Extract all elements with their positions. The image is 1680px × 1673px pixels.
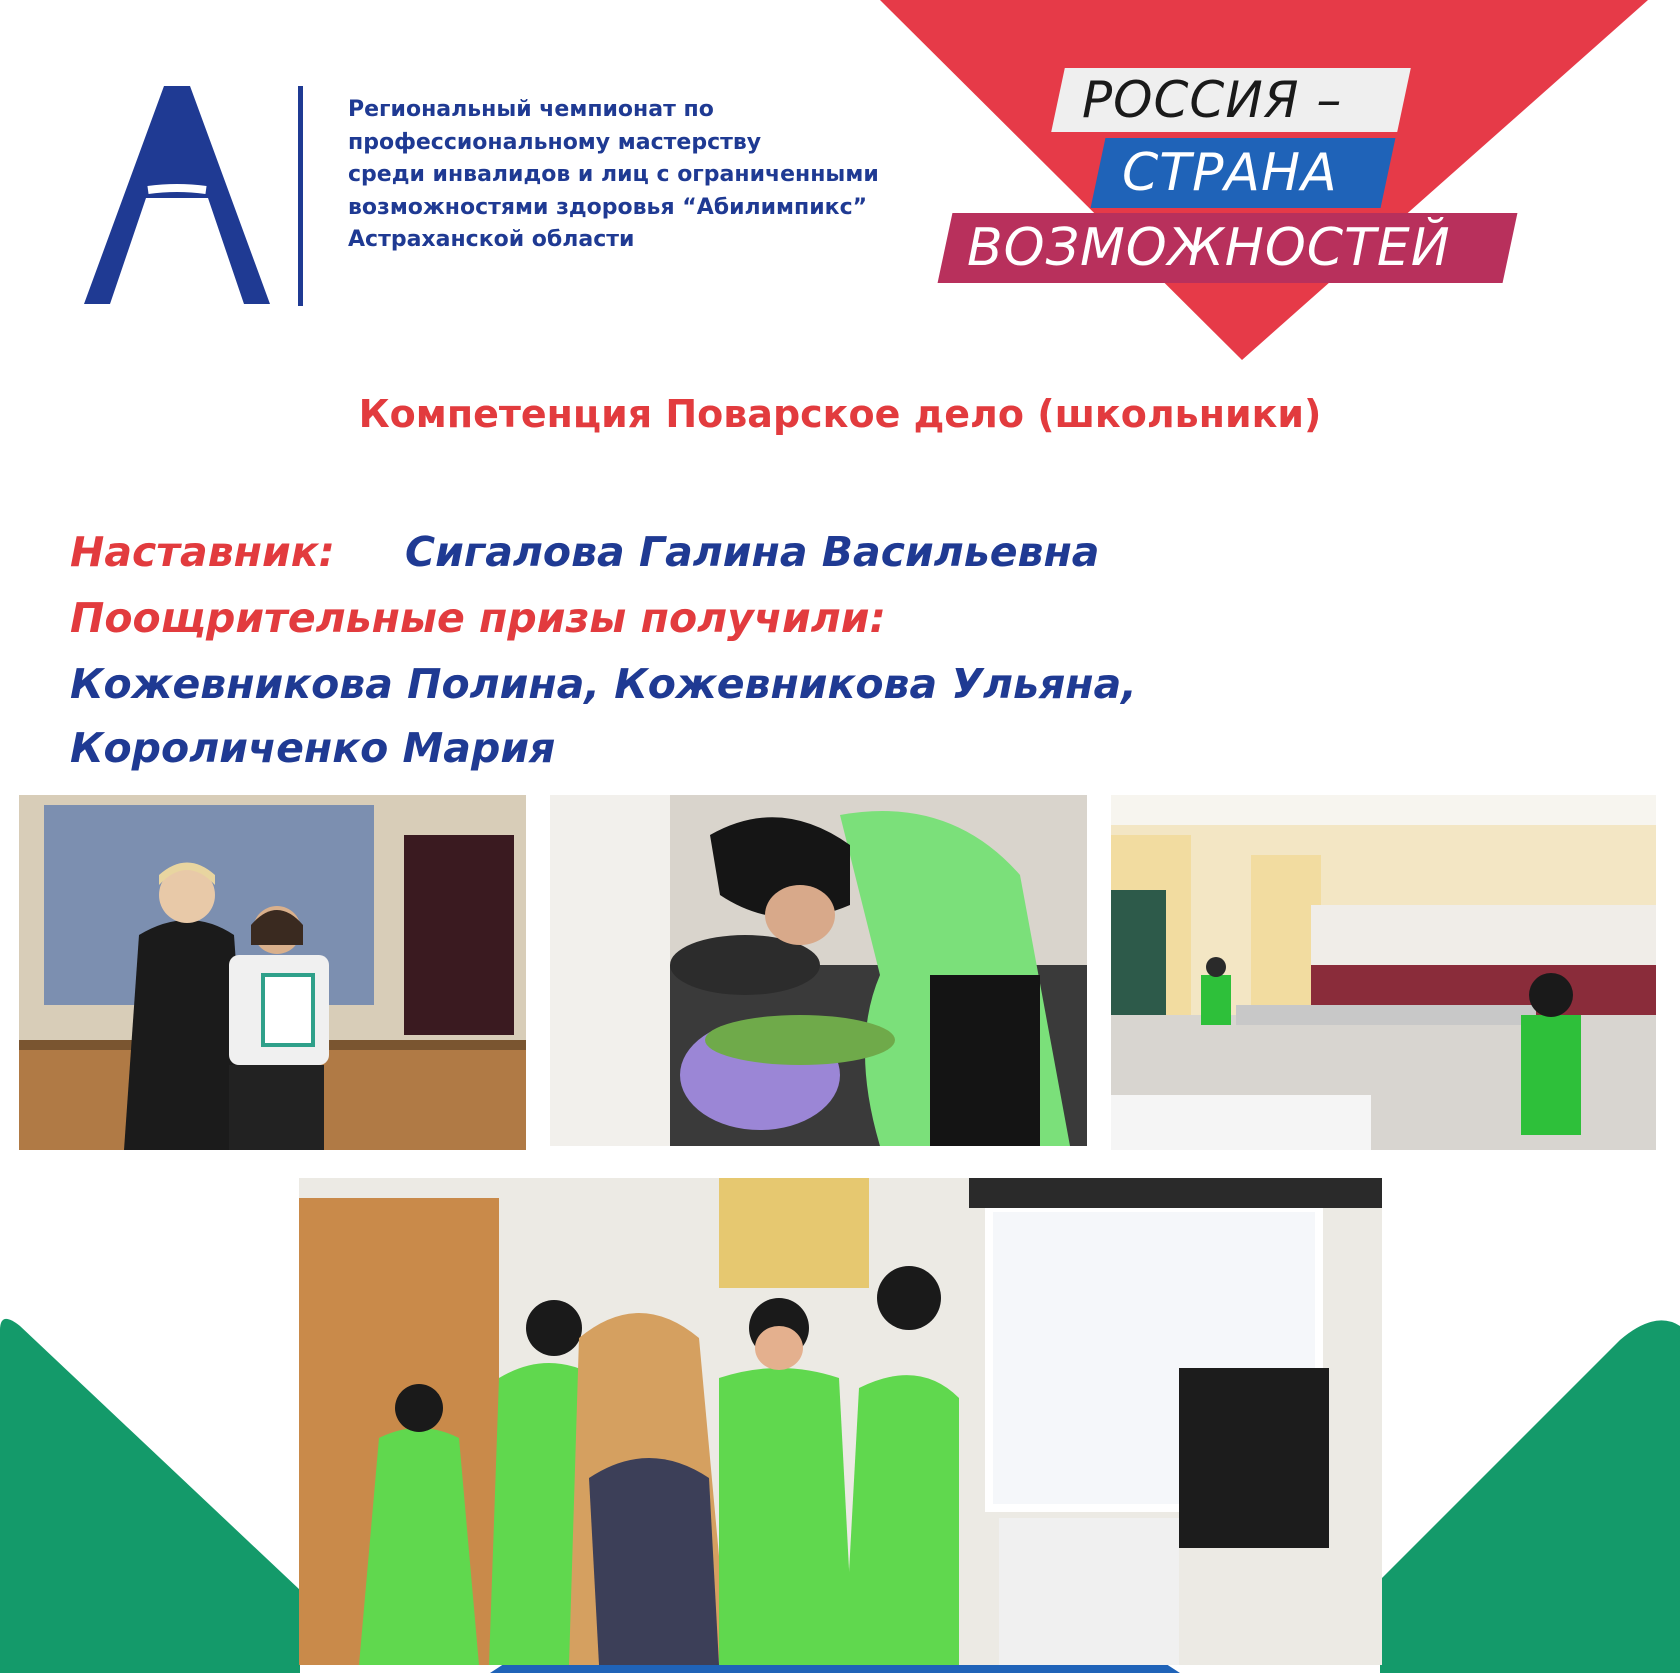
winners-line-2: Короличенко Мария: [70, 724, 556, 772]
photo-cooking-closeup: [550, 795, 1087, 1146]
logo-divider: [298, 86, 303, 306]
photo-student-group: [299, 1178, 1382, 1665]
header-line: среди инвалидов и лиц с ограниченными: [348, 162, 879, 187]
mentor-label: Наставник:: [70, 528, 335, 576]
competence-title: Компетенция Поварское дело (школьники): [358, 392, 1322, 436]
badge-line-russia: [1051, 68, 1411, 132]
header-line: профессиональному мастерству: [348, 129, 762, 155]
mentor-name: Сигалова Галина Васильевна: [405, 528, 1100, 576]
prizes-label: Поощрительные призы получили:: [70, 594, 886, 642]
badge-text-2: СТРАНА: [1122, 143, 1338, 203]
header-line: Региональный чемпионат по: [348, 97, 714, 122]
badge-line-country: [1091, 138, 1396, 208]
badge-line-opportunities: [938, 213, 1518, 283]
header-line: возможностями здоровья “Абилимпикс”: [348, 194, 868, 220]
header-line: Астраханской области: [348, 227, 635, 252]
abilympics-logo: [84, 86, 270, 312]
winners-line-1: Кожевникова Полина, Кожевникова Ульяна,: [70, 660, 1137, 708]
championship-title: [348, 94, 908, 257]
badge-text-3: ВОЗМОЖНОСТЕЙ: [967, 218, 1451, 278]
green-shape-right-decor: [1380, 1320, 1680, 1673]
badge-text-1: РОССИЯ –: [1082, 71, 1343, 129]
green-shape-left-decor: [0, 1319, 300, 1673]
photo-award-ceremony: [19, 795, 526, 1150]
photo-kitchen-room: [1111, 795, 1656, 1150]
